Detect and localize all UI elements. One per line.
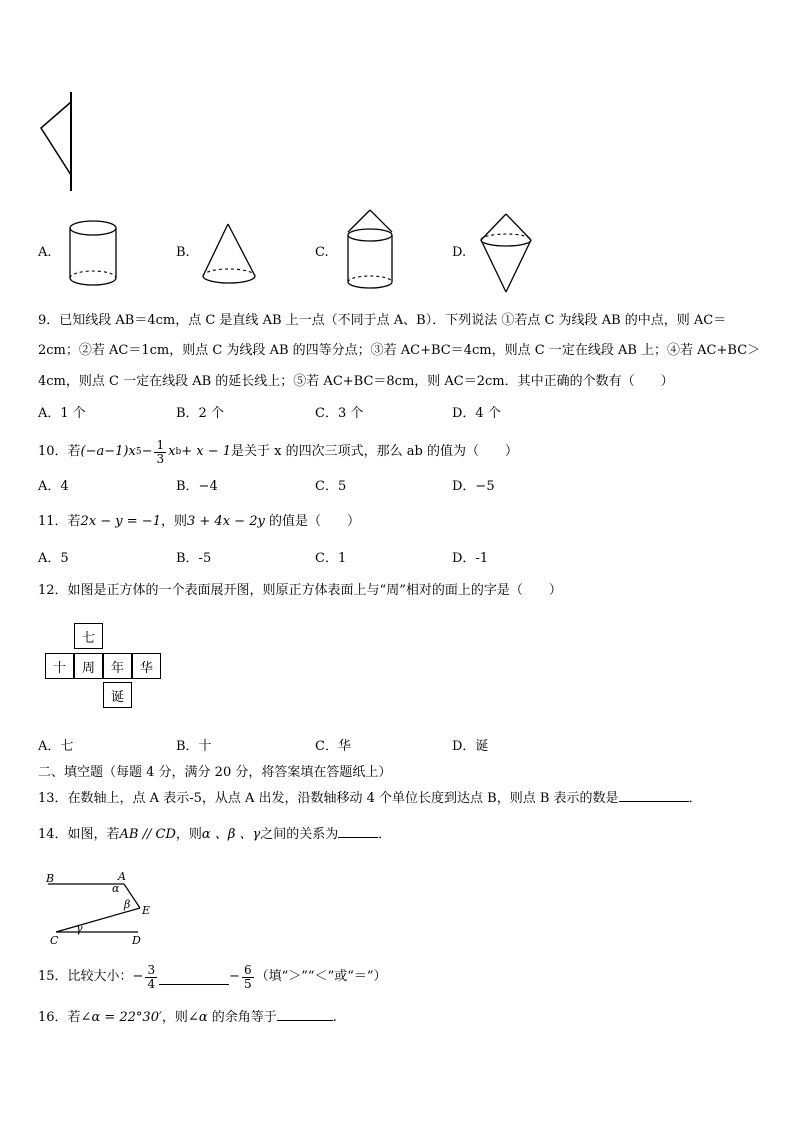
q10-prefix: 10．若 (38, 444, 81, 459)
q10-exp-1: 5 (135, 447, 142, 457)
q14-label-d: D (132, 934, 141, 947)
q13-end: ． (688, 791, 702, 806)
q14-prefix: 14．如图，若 (38, 827, 120, 842)
q16-stem (38, 1010, 337, 1026)
q14-label-gamma: γ (76, 922, 83, 935)
q10-option-c: C．5 (315, 479, 347, 494)
q11-stem (38, 514, 360, 530)
q15-fraction-2 (242, 964, 254, 991)
section-2-heading: 二、填空题（每题 4 分，满分 20 分，将答案填在答题纸上） (38, 765, 392, 780)
q14-label-c: C (50, 934, 59, 947)
q14-answer-blank[interactable] (338, 837, 378, 838)
q13-answer-blank[interactable] (619, 801, 689, 802)
q9-option-a: A．1 个 (38, 406, 86, 421)
q15-neg-1: − (132, 969, 144, 984)
q10-expr-1: (−a−1)x (80, 444, 136, 459)
q11-option-d: D．-1 (452, 551, 489, 566)
q10-expr-2: x (168, 444, 176, 459)
net-cell-hua: 华 (132, 653, 161, 679)
q14-condition: AB // CD (119, 827, 176, 842)
net-cell-nian: 年 (103, 653, 132, 679)
q11-prefix: 11．若 (38, 514, 81, 529)
q14-label-b: B (46, 872, 55, 885)
cylinder-figure (68, 218, 120, 288)
q10-option-d: D．−5 (452, 479, 495, 494)
rotation-figure (38, 90, 78, 195)
q14-label-a: A (118, 870, 126, 883)
q16-angle: ∠α (187, 1010, 208, 1025)
q11-condition: 2x − y = −1 (80, 514, 161, 529)
q12-option-c: C．华 (315, 739, 351, 754)
q14-mid: ，则 (175, 827, 202, 842)
q9-option-d: D．4 个 (452, 406, 501, 421)
q14-parallel-figure (40, 868, 160, 948)
q9-option-b: B．2 个 (176, 406, 224, 421)
q16-condition: ∠α = 22°30′ (80, 1010, 162, 1025)
q10-option-a: A．4 (38, 479, 69, 494)
q12-option-b: B．十 (176, 739, 212, 754)
q12-stem: 12．如图是正方体的一个表面展开图，则原正方体表面上与“周”相对的面上的字是（ ） (38, 583, 562, 598)
q15-frac2-num: 6 (244, 962, 252, 977)
q15-prefix: 15．比较大小： (38, 969, 133, 984)
q14-label-e: E (142, 904, 151, 917)
q14-label-alpha: α (112, 882, 120, 895)
q9-line-3: 4cm，则点 C 一定在线段 AB 的延长线上；⑤若 AC+BC＝8cm，则 AC＝2cm．其中正确的个数有（ ） (38, 374, 674, 389)
q9-option-c: C．3 个 (315, 406, 364, 421)
option-a-label: A. (38, 245, 52, 260)
q12-option-a: A．七 (38, 739, 74, 754)
q15-suffix: （填“＞”“＜”或“＝”） (255, 969, 387, 984)
q14-stem (38, 827, 391, 843)
q11-option-b: B．-5 (176, 551, 212, 566)
option-d-label: D. (452, 245, 467, 260)
q16-prefix: 16．若 (38, 1010, 81, 1025)
q10-option-b: B．−4 (176, 479, 218, 494)
option-c-label: C. (315, 245, 329, 260)
q10-exp-2: b (175, 447, 182, 457)
net-cell-shi: 十 (45, 653, 74, 679)
q11-option-a: A．5 (38, 551, 69, 566)
q14-suffix: 之间的关系为 (260, 827, 339, 842)
q15-frac1-num: 3 (147, 962, 156, 977)
q9-line-2: 2cm；②若 AC＝1cm，则点 C 为线段 AB 的四等分点；③若 AC+BC＝4cm，则点 C 一定在线段 AB 上；④若 AC+BC＞ (38, 343, 761, 358)
q15-neg-2: − (229, 969, 240, 984)
q11-expression: 3 + 4x − 2y (187, 514, 265, 529)
cone-on-cylinder-figure (345, 208, 397, 292)
q14-greek: α 、β 、γ (201, 827, 261, 842)
q11-mid: ，则 (160, 514, 187, 529)
q15-frac2-den: 5 (244, 976, 252, 991)
q14-end: ． (378, 827, 392, 842)
q10-stem (38, 438, 518, 466)
q11-option-c: C．1 (315, 551, 347, 566)
q10-frac-den: 3 (156, 451, 165, 466)
q11-suffix: 的值是（ ） (264, 514, 360, 529)
cone-figure (200, 222, 260, 288)
q15-stem (38, 961, 387, 993)
q16-end: . (332, 1010, 337, 1025)
double-cone-figure (478, 212, 534, 294)
q15-answer-blank[interactable] (159, 984, 229, 985)
net-cell-qi: 七 (74, 623, 103, 649)
q10-minus: − (141, 444, 153, 459)
q10-fraction (154, 439, 166, 466)
q13-stem (38, 791, 702, 807)
q12-option-d: D．诞 (452, 739, 489, 754)
net-cell-dan: 诞 (103, 682, 132, 708)
q15-frac1-den: 4 (147, 976, 156, 991)
q15-fraction-1 (145, 964, 157, 991)
q9-line-1: 9．已知线段 AB＝4cm，点 C 是直线 AB 上一点（不同于点 A、B）．下列说法 ①若点 C 为线段 AB 的中点，则 AC＝ (38, 313, 727, 328)
q13-text: 13．在数轴上，点 A 表示-5，从点 A 出发，沿数轴移动 4 个单位长度到达点 B，则点 B 表示的数是 (38, 791, 619, 806)
q16-mid: ，则 (161, 1010, 188, 1025)
q10-suffix: 是关于 x 的四次三项式，那么 ab 的值为（ ） (231, 444, 518, 459)
q16-answer-blank[interactable] (277, 1020, 333, 1021)
q14-label-beta: β (124, 898, 131, 911)
q16-suffix: 的余角等于 (207, 1010, 277, 1025)
option-b-label: B. (176, 245, 190, 260)
net-cell-zhou: 周 (74, 653, 103, 679)
q10-expr-3: + x − 1 (181, 444, 232, 459)
q10-frac-num: 1 (156, 437, 165, 452)
